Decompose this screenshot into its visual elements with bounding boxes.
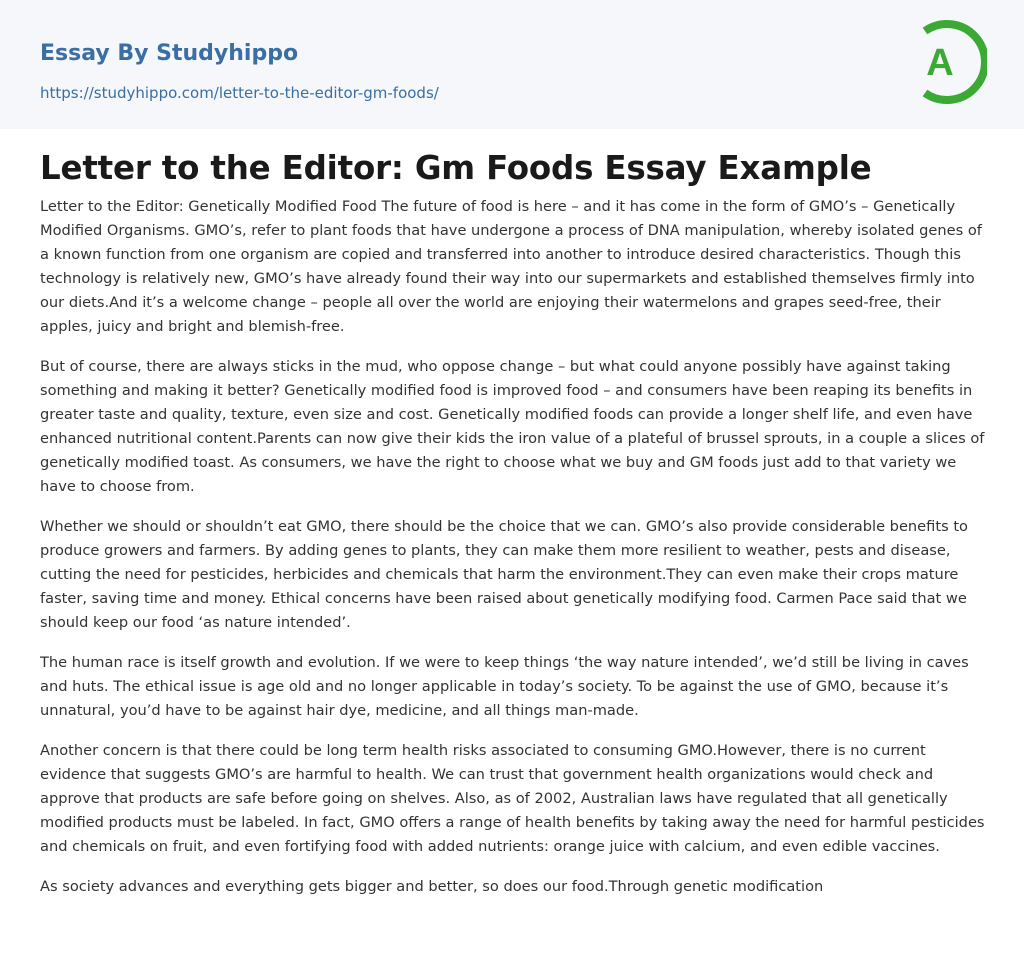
article-paragraph: The human race is itself growth and evolution. If we were to keep things ‘the way nature intended’, we’d still be living in caves and huts. The ethical issue is age old and no longer applicable in today’s society. To be against the use of GMO, because it’s unnatural, you’d have to be against hair dye, medicine, and all things man-made. [40,654,969,719]
article [40,129,988,915]
article-paragraph: As society advances and everything gets bigger and better, so does our food.Through genetic modification [40,878,824,895]
article-paragraph: Letter to the Editor: Genetically Modified Food The future of food is here – and it has come in the form of GMO’s – Genetically Modified Organisms. GMO’s, refer to plant foods that have undergone a process of DNA manipulation, whereby isolated genes of a known function from one organism are copied and transferred into another to introduce desired characteristics. Though this technology is relatively new, GMO’s have already found their way into our supermarkets and established themselves firmly into our diets.And it’s a welcome change – people all over the world are enjoying their watermelons and grapes seed-free, their apples, juicy and bright and blemish-free. [40,198,982,335]
site-header [0,0,1024,129]
article-paragraph: Another concern is that there could be long term health risks associated to consuming GMO.However, there is no current evidence that suggests GMO’s are harmful to health. We can trust that government health organizations would check and approve that products are safe before going on shelves. Also, as of 2002, Australian laws have regulated that all genetically modified products must be labeled. In fact, GMO offers a range of health benefits by taking away the need for harmful pesticides and chemicals on fruit, and even fortifying food with added nutrients: orange juice with calcium, and even edible vaccines. [40,742,985,855]
logo-letter: A [926,42,954,84]
article-paragraph: Whether we should or shouldn’t eat GMO, there should be the choice that we can. GMO’s also provide considerable benefits to produce growers and farmers. By adding genes to plants, they can make them more resilient to weather, pests and disease, cutting the need for pesticides, herbicides and chemicals that harm the environment.They can even make their crops mature faster, saving time and money. Ethical concerns have been raised about genetically modifying food. Carmen Pace said that we should keep our food ‘as nature intended’. [40,518,968,631]
article-paragraph: But of course, there are always sticks in the mud, who oppose change – but what could anyone possibly have against taking something and making it better? Genetically modified food is improved food – and consumers have been reaping its benefits in greater taste and quality, texture, even size and cost. Genetically modified foods can provide a longer shelf life, and even have enhanced nutritional content.Parents can now give their kids the iron value of a plateful of brussel sprouts, in a couple a slices of genetically modified toast. As consumers, we have the right to choose what we buy and GM foods just add to that variety we have to choose from. [40,358,985,495]
studyhippo-logo-icon[interactable] [913,19,987,105]
article-title: Letter to the Editor: Gm Foods Essay Example [40,149,872,187]
page-url-link[interactable]: https://studyhippo.com/letter-to-the-editor-gm-foods/ [40,84,439,102]
site-brand[interactable]: Essay By Studyhippo [40,41,299,66]
